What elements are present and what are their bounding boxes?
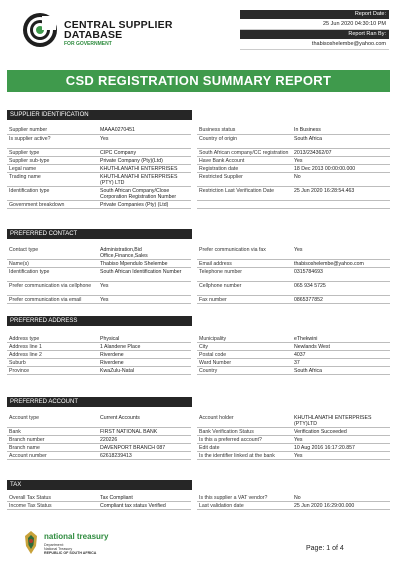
field-value: 2013/234362/07 <box>292 149 390 157</box>
table-row <box>7 452 390 460</box>
field-value: DAVENPORT BRANCH 087 <box>98 444 191 452</box>
field-label: Postal code <box>197 351 292 359</box>
field-value: Verification Succeeded <box>292 428 390 436</box>
field-label: Address line 2 <box>7 351 98 359</box>
field-value: 0865377852 <box>292 296 390 304</box>
table-row <box>7 296 390 304</box>
page-title: CSD REGISTRATION SUMMARY REPORT <box>7 70 390 92</box>
field-label: Branch number <box>7 436 98 444</box>
report-date-label: Report Date: <box>240 10 389 19</box>
field-label: Registration date <box>197 165 292 173</box>
section-heading: PREFERRED ACCOUNT <box>7 397 192 407</box>
field-value: Thabiso Mpendulo Shelembe <box>98 260 191 268</box>
field-label: Trading name <box>7 173 98 187</box>
supplier-identification-section <box>7 110 390 209</box>
table-row <box>7 359 390 367</box>
table-row <box>7 335 390 343</box>
field-value: South African Identification Number <box>98 268 191 282</box>
table-row <box>7 494 390 502</box>
field-label: Account holder <box>197 414 292 428</box>
field-label: Address line 1 <box>7 343 98 351</box>
field-label <box>197 201 292 209</box>
report-ran-by-value: thabisoshelembe@yahoo.com <box>240 39 389 50</box>
table-row <box>7 165 390 173</box>
field-label: Country <box>197 367 292 375</box>
field-value: 62618239413 <box>98 452 191 460</box>
field-value: Yes <box>292 436 390 444</box>
preferred-account-section <box>7 397 390 460</box>
table-row <box>7 282 390 296</box>
field-label: Is this supplier a VAT vendor? <box>197 494 292 502</box>
field-label: Email address <box>197 260 292 268</box>
section-heading: TAX <box>7 480 192 490</box>
field-label: Prefer communication via cellphone <box>7 282 98 296</box>
field-value: No <box>292 494 390 502</box>
national-treasury-logo <box>22 530 132 560</box>
field-label: Ward Number <box>197 359 292 367</box>
field-value: Newlands West <box>292 343 390 351</box>
field-value: Riverdene <box>98 351 191 359</box>
field-label: City <box>197 343 292 351</box>
field-value: Yes <box>98 135 191 149</box>
field-label: Supplier number <box>7 126 98 135</box>
field-label: Telephone number <box>197 268 292 282</box>
report-ran-by-label: Report Ran By: <box>240 30 389 39</box>
field-label: Name(s) <box>7 260 98 268</box>
section-heading: PREFERRED CONTACT <box>7 229 192 239</box>
field-label: Account type <box>7 414 98 428</box>
field-value: FIRST NATIONAL BANK <box>98 428 191 436</box>
field-value: Private Companies (Pty) (Ltd) <box>98 201 191 209</box>
report-info-box <box>240 10 389 50</box>
field-label: Legal name <box>7 165 98 173</box>
field-label: Supplier sub-type <box>7 157 98 165</box>
table-row <box>7 135 390 149</box>
table-row <box>7 201 390 209</box>
field-value: 25 Jun 2020 16:29:00.000 <box>292 502 390 510</box>
field-value: KHUTHLANATHI ENTERPRISES (PTY)LTD <box>292 414 390 428</box>
table-row <box>7 428 390 436</box>
table-row <box>7 502 390 510</box>
field-value: 220226 <box>98 436 191 444</box>
field-label: Restricted Supplier <box>197 173 292 187</box>
table-row <box>7 187 390 201</box>
field-label: Is the identifier linked at the bank <box>197 452 292 460</box>
table-row <box>7 126 390 135</box>
coat-of-arms-icon <box>22 530 40 556</box>
table-row <box>7 444 390 452</box>
table-row <box>7 268 390 282</box>
field-value: Riverdene <box>98 359 191 367</box>
preferred-address-section <box>7 316 390 375</box>
field-label: Suburb <box>7 359 98 367</box>
table-row <box>7 351 390 359</box>
field-value: 1 Alandene Place <box>98 343 191 351</box>
field-label: Address type <box>7 335 98 343</box>
country-name: REPUBLIC OF SOUTH AFRICA <box>44 551 97 555</box>
field-value <box>292 201 390 209</box>
field-value: 37 <box>292 359 390 367</box>
department-name: National Treasury <box>44 547 73 551</box>
table-row <box>7 149 390 157</box>
field-label: Identification type <box>7 268 98 282</box>
field-value: Current Accounts <box>98 414 191 428</box>
field-value: Physical <box>98 335 191 343</box>
field-value: 0315784693 <box>292 268 390 282</box>
department-label: Department: <box>44 543 64 547</box>
field-value: KHUTHLANATHI ENTERPRISES (PTY) LTD <box>98 173 191 187</box>
field-label: Is this a preferred account? <box>197 436 292 444</box>
field-label: Identification type <box>7 187 98 201</box>
brand-line-1: CENTRAL SUPPLIER <box>64 19 173 31</box>
field-value: Yes <box>98 282 191 296</box>
field-label: Bank Verification Status <box>197 428 292 436</box>
field-label: Province <box>7 367 98 375</box>
field-value: Yes <box>292 246 390 260</box>
table-row <box>7 260 390 268</box>
field-value: KwaZulu-Natal <box>98 367 191 375</box>
field-value: thabisoshelembe@yahoo.com <box>292 260 390 268</box>
field-label: Bank <box>7 428 98 436</box>
field-value: KHUTHLANATHI ENTERPRISES <box>98 165 191 173</box>
field-label: Contact type <box>7 246 98 260</box>
field-value: 4037 <box>292 351 390 359</box>
field-value: No <box>292 173 390 187</box>
field-value: 25 Jun 2020 16:28:54.463 <box>292 187 390 201</box>
field-label: Prefer communication via email <box>7 296 98 304</box>
national-treasury-name: national treasury <box>44 532 109 541</box>
table-row <box>7 367 390 375</box>
field-label: Branch name <box>7 444 98 452</box>
field-value: Compliant tax status Verified <box>98 502 191 510</box>
field-label: Account number <box>7 452 98 460</box>
brand-name <box>64 20 173 47</box>
table-row <box>7 414 390 428</box>
field-label: Country of origin <box>197 135 292 149</box>
field-label: Last validation date <box>197 502 292 510</box>
page-number: Page: 1 of 4 <box>306 545 344 552</box>
field-label: Business status <box>197 126 292 135</box>
field-value: In Business <box>292 126 390 135</box>
field-label: South African company/CC registration <box>197 149 292 157</box>
field-value: 10 Aug 2016 16:17:20.857 <box>292 444 390 452</box>
table-row <box>7 436 390 444</box>
table-row <box>7 246 390 260</box>
field-value: MAAA0270451 <box>98 126 191 135</box>
field-label: Cellphone number <box>197 282 292 296</box>
section-heading: PREFERRED ADDRESS <box>7 316 192 326</box>
table-row <box>7 343 390 351</box>
report-header <box>0 0 406 64</box>
preferred-contact-section <box>7 229 390 304</box>
field-value: eThekwini <box>292 335 390 343</box>
field-label: Prefer communication via fax <box>197 246 292 260</box>
brand-tagline: FOR GOVERNMENT <box>64 41 112 47</box>
field-value: Yes <box>292 452 390 460</box>
field-value: 065 934 5725 <box>292 282 390 296</box>
field-value: South African Company/Close Corporation Registration Number <box>98 187 191 201</box>
field-value: Yes <box>98 296 191 304</box>
report-date-value: 25 Jun 2020 04:30:10 PM <box>240 19 389 30</box>
brand-line-2: DATABASE <box>64 29 123 41</box>
field-label: Supplier type <box>7 149 98 157</box>
field-label: Municipality <box>197 335 292 343</box>
field-label: Overall Tax Status <box>7 494 98 502</box>
csd-logo-icon <box>22 12 58 48</box>
table-row <box>7 157 390 165</box>
field-label: Restriction Last Verification Date <box>197 187 292 201</box>
field-value: Yes <box>292 157 390 165</box>
field-label: Edit date <box>197 444 292 452</box>
field-value: Private Company (Pty)(Ltd) <box>98 157 191 165</box>
field-label: Government breakdown <box>7 201 98 209</box>
field-value: South Africa <box>292 135 390 149</box>
field-label: Have Bank Account <box>197 157 292 165</box>
field-value: Administration,Bid Office,Finance,Sales <box>98 246 191 260</box>
field-value: CIPC Company <box>98 149 191 157</box>
field-label: Income Tax Status <box>7 502 98 510</box>
table-row <box>7 173 390 187</box>
field-label: Is supplier active? <box>7 135 98 149</box>
field-label: Fax number <box>197 296 292 304</box>
tax-section <box>7 480 390 510</box>
field-value: South Africa <box>292 367 390 375</box>
field-value: Tax Compliant <box>98 494 191 502</box>
section-heading: SUPPLIER IDENTIFICATION <box>7 110 192 120</box>
field-value: 18 Dec 2013 00:00:00.000 <box>292 165 390 173</box>
